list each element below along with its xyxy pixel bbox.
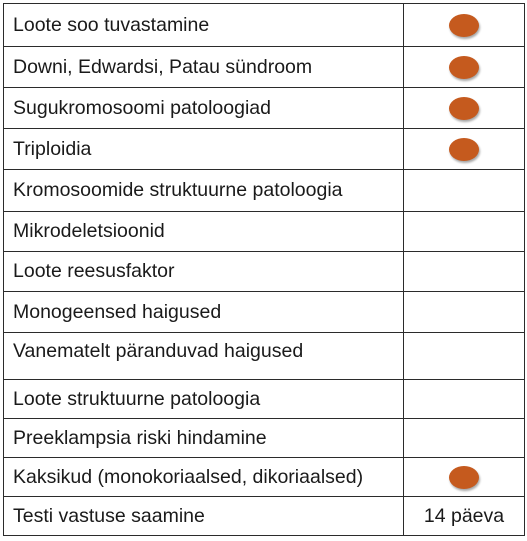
row-mark-cell — [404, 88, 525, 129]
row-mark-cell — [404, 47, 525, 88]
included-dot-icon — [449, 14, 479, 37]
row-label: Testi vastuse saamine — [4, 497, 404, 536]
row-label: Sugukromosoomi patoloogiad — [4, 88, 404, 129]
table-row — [4, 292, 525, 333]
row-mark-cell — [404, 333, 525, 380]
table-row — [4, 252, 525, 292]
included-dot-icon — [449, 56, 479, 79]
table-row — [4, 380, 525, 419]
row-mark-cell — [404, 458, 525, 497]
row-mark-cell — [404, 252, 525, 292]
included-dot-icon — [449, 138, 479, 161]
included-dot-icon — [449, 97, 479, 120]
table-row — [4, 212, 525, 252]
row-mark-cell — [404, 380, 525, 419]
row-label: Loote struktuurne patoloogia — [4, 380, 404, 419]
row-mark-cell — [404, 292, 525, 333]
row-value: 14 päeva — [404, 497, 525, 536]
included-dot-icon — [449, 466, 479, 489]
row-mark-cell — [404, 4, 525, 47]
row-label: Downi, Edwardsi, Patau sündroom — [4, 47, 404, 88]
row-mark-cell — [404, 170, 525, 212]
row-label: Vanematelt päranduvad haigused — [4, 333, 404, 380]
row-mark-cell — [404, 419, 525, 458]
table-row — [4, 497, 525, 536]
features-table — [3, 3, 525, 536]
table-row — [4, 4, 525, 47]
row-mark-cell — [404, 129, 525, 170]
table-row — [4, 47, 525, 88]
row-label: Preeklampsia riski hindamine — [4, 419, 404, 458]
table-row — [4, 129, 525, 170]
row-label: Monogeensed haigused — [4, 292, 404, 333]
row-label: Triploidia — [4, 129, 404, 170]
table-row — [4, 88, 525, 129]
row-label: Kromosoomide struktuurne patoloogia — [4, 170, 404, 212]
row-label: Loote reesusfaktor — [4, 252, 404, 292]
row-label: Loote soo tuvastamine — [4, 4, 404, 47]
table-row — [4, 419, 525, 458]
row-mark-cell — [404, 212, 525, 252]
row-label: Kaksikud (monokoriaalsed, dikoriaalsed) — [4, 458, 404, 497]
row-label: Mikrodeletsioonid — [4, 212, 404, 252]
table-row — [4, 170, 525, 212]
table-row — [4, 333, 525, 380]
table-row — [4, 458, 525, 497]
